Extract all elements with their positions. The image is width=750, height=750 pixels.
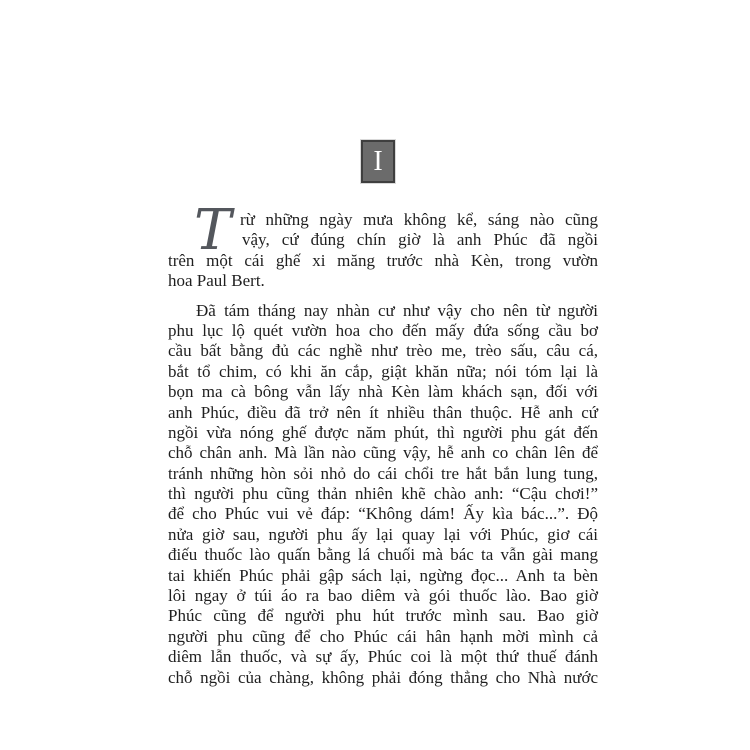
text-line: trên một cái ghế xi măng trước nhà Kèn, trong vườn [168, 250, 598, 270]
text-line: tai khiến Phúc phải gập sách lại, ngừng đọc... Anh ta bèn [168, 565, 598, 585]
text-line: Phúc cũng để người phu hút trước mình sau. Bao giờ [168, 606, 598, 626]
text-line: cầu bất bằng đủ các nghề như trèo me, trèo sấu, câu cá, [168, 341, 598, 361]
text-line: lôi ngay ở túi áo ra bao diêm và gói thuốc lào. Bao giờ [168, 586, 598, 606]
text-line: thì người phu cũng thản nhiên khẽ chào anh: “Cậu chơi!” [168, 484, 598, 504]
text-line: điếu thuốc lào quấn bằng lá chuối mà bác ta vẫn gài mang [168, 545, 598, 565]
text-line: chỗ ngồi của chàng, không phải đóng thẳng cho Nhà nước [168, 667, 598, 687]
text-line: Đã tám tháng nay nhàn cư như vậy cho nên từ người [196, 300, 598, 320]
chapter-number: I [373, 145, 383, 177]
page-text-block [168, 198, 598, 688]
chapter-marker-box [361, 140, 395, 183]
text-line: để cho Phúc vui vẻ đáp: “Không dám! Ấy kìa bác...”. Độ [168, 504, 598, 524]
text-line: phu lục lộ quét vườn hoa cho đến mấy đứa sống cầu bơ [168, 320, 598, 340]
text-line: người phu cũng để cho Phúc cái hân hạnh mời mình cả [168, 626, 598, 646]
text-line: ngồi vừa nóng ghế được năm phút, thì người phu gát đến [168, 422, 598, 442]
text-line: diêm lẫn thuốc, và sự ấy, Phúc coi là một thứ thuế đánh [168, 647, 598, 667]
paragraph [168, 198, 598, 292]
text-line: bọn ma cà bông vẫn lấy nhà Kèn làm khách sạn, đối với [168, 382, 598, 402]
text-line: chỗ chân anh. Mà lần nào cũng vậy, hễ anh co chân lên để [168, 443, 598, 463]
text-line: anh Phúc, điều đã trở nên ít nhiều thân thuộc. Hễ anh cứ [168, 402, 598, 422]
text-line: rừ những ngày mưa không kể, sáng nào cũng [240, 210, 598, 229]
paragraph [168, 301, 598, 688]
text-line: vậy, cứ đúng chín giờ là anh Phúc đã ngồi [242, 230, 598, 250]
text-line: tránh những hòn sỏi nhỏ do cái chổi tre hắt bắn lung tung, [168, 463, 598, 483]
text-line: hoa Paul Bert. [168, 271, 265, 291]
drop-cap-letter: T [194, 198, 232, 263]
text-line: nửa giờ sau, người phu ấy lại quay lại với Phúc, giơ cái [168, 524, 598, 544]
text-line: bắt tổ chim, có khi ăn cắp, giật khăn nữa; nói tóm lại là [168, 361, 598, 381]
